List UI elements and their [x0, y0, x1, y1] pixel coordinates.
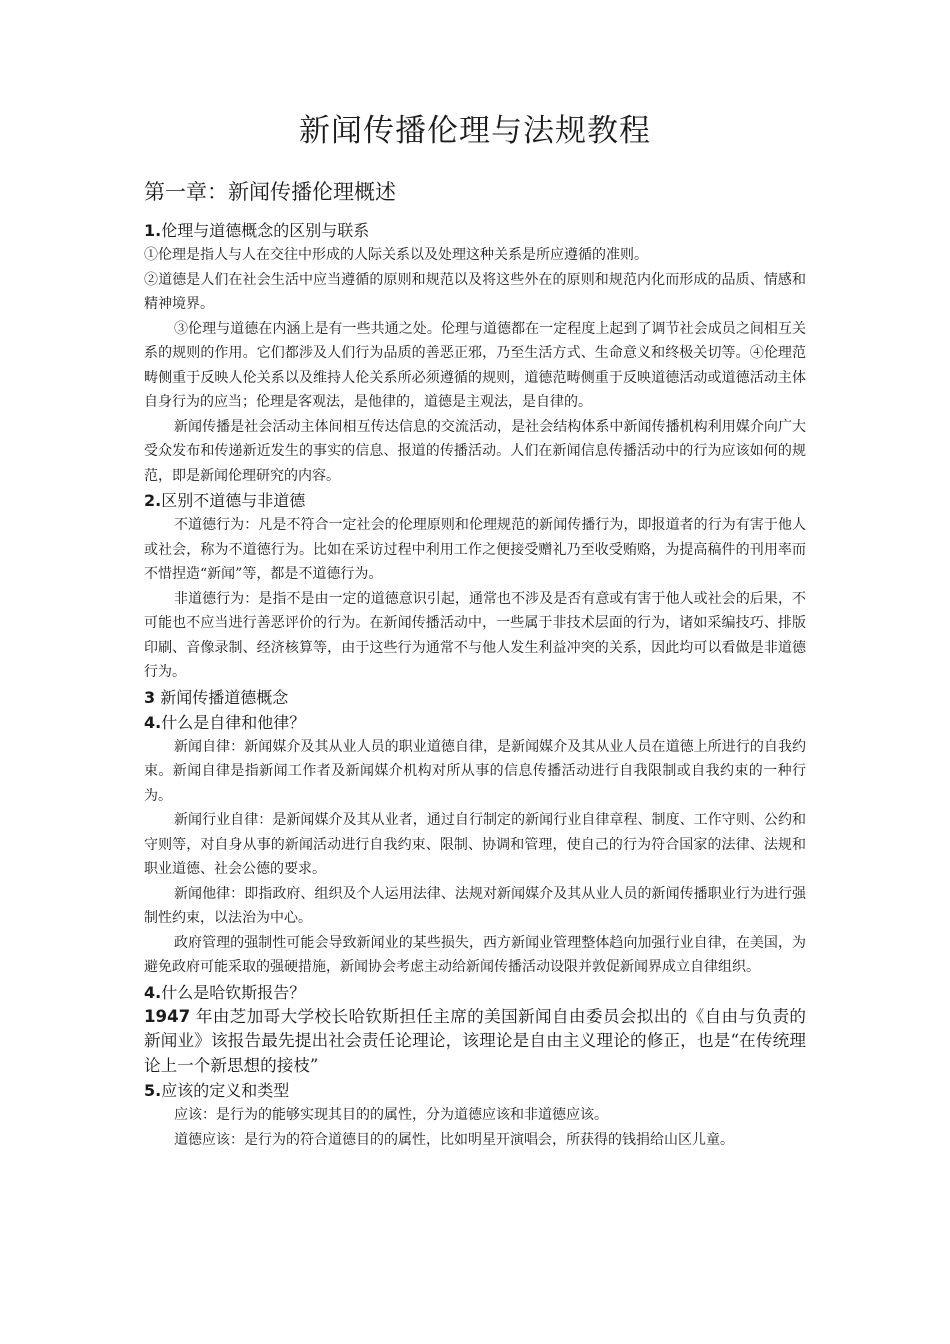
- section-heading-1: 1.伦理与道德概念的区别与联系: [144, 221, 370, 240]
- paragraph: 新闻他律：即指政府、组织及个人运用法律、法规对新闻媒介及其从业人员的新闻传播职业行为进行强制性约束，以法治为中心。: [144, 885, 806, 926]
- paragraph: 不道德行为：凡是不符合一定社会的伦理原则和伦理规范的新闻传播行为，即报道者的行为有害于他人或社会，称为不道德行为。比如在采访过程中利用工作之便接受赠礼乃至收受贿赂，为提高稿件的刊用率而不惜捏造“新闻”等，都是不道德行为。: [144, 517, 806, 582]
- section-heading-4: 4.什么是自律和他律？: [144, 712, 306, 732]
- year: 1947: [144, 1006, 191, 1026]
- document-page: [144, 96, 806, 1152]
- paragraph: ③伦理与道德在内涵上是有一些共通之处。伦理与道德都在一定程度上起到了调节社会成员之间相互关系的规则的作用。它们都涉及人们行为品质的善恶正邪，乃至生活方式、生命意义和终极关切等。④伦理范畴侧重于反映人伦关系以及维持人伦关系所必须遵循的规则，道德范畴侧重于反映道德活动或道德活动主体自身行为的应当；伦理是客观法，是他律的，道德是主观法，是自律的。: [144, 320, 806, 410]
- chapter-heading: 第一章：新闻传播伦理概述: [144, 180, 396, 204]
- hutchins-paragraph: 1947 年由芝加哥大学校长哈钦斯担任主席的美国新闻自由委员会拟出的《自由与负责的新闻业》该报告最先提出社会责任论理论，该理论是自由主义理论的修正，也是“在传统理论上一个新思想的接枝”: [144, 1006, 806, 1075]
- section-heading-3: 3 新闻传播道德概念: [144, 687, 289, 707]
- paragraph: 新闻行业自律：是新闻媒介及其从业者，通过自行制定的新闻行业自律章程、制度、工作守则、公约和守则等，对自身从事的新闻活动进行自我约束、限制、协调和管理，使自己的行为符合国家的法律、法规和职业道德、社会公德的要求。: [144, 812, 806, 877]
- document-title: 新闻传播伦理与法规教程: [299, 113, 651, 149]
- paragraph: 政府管理的强制性可能会导致新闻业的某些损失，西方新闻业管理整体趋向加强行业自律，在美国，为避免政府可能采取的强硬措施，新闻协会考虑主动给新闻传播活动设限并敦促新闻界成立自律组织。: [144, 934, 806, 975]
- paragraph: ②道德是人们在社会生活中应当遵循的原则和规范以及将这些外在的原则和规范内化而形成的品质、情感和精神境界。: [144, 271, 806, 312]
- paragraph: 道德应该：是行为的符合道德目的的属性，比如明星开演唱会，所获得的钱捐给山区儿童。: [174, 1131, 734, 1148]
- paragraph: 新闻传播是社会活动主体间相互传达信息的交流活动，是社会结构体系中新闻传播机构利用媒介向广大受众发布和传递新近发生的事实的信息、报道的传播活动。人们在新闻信息传播活动中的行为应该如何的规范，即是新闻伦理研究的内容。: [144, 418, 806, 484]
- section-heading-2: 2.区别不道德与非道德: [144, 491, 306, 510]
- section-heading-hutchins: 4.什么是哈钦斯报告？: [144, 982, 306, 1002]
- paragraph: 应该：是行为的能够实现其目的的属性，分为道德应该和非道德应该。: [174, 1107, 608, 1123]
- paragraph: 非道德行为：是指不是由一定的道德意识引起，通常也不涉及是否有意或有害于他人或社会的后果，不可能也不应当进行善恶评价的行为。在新闻传播活动中，一些属于非技术层面的行为，诸如采编技巧、排版印刷、音像录制、经济核算等，由于这些行为通常不与他人发生利益冲突的关系，因此均可以看做是非道德行为。: [144, 590, 806, 680]
- section-heading-5: 5.应该的定义和类型: [144, 1081, 290, 1100]
- paragraph: ①伦理是指人与人在交往中形成的人际关系以及处理这种关系是所应遵循的准则。: [144, 247, 648, 263]
- paragraph: 新闻自律：新闻媒介及其从业人员的职业道德自律，是新闻媒介及其从业人员在道德上所进行的自我约束。新闻自律是指新闻工作者及新闻媒介机构对所从事的信息传播活动进行自我限制或自我约束的一种行为。: [144, 738, 806, 804]
